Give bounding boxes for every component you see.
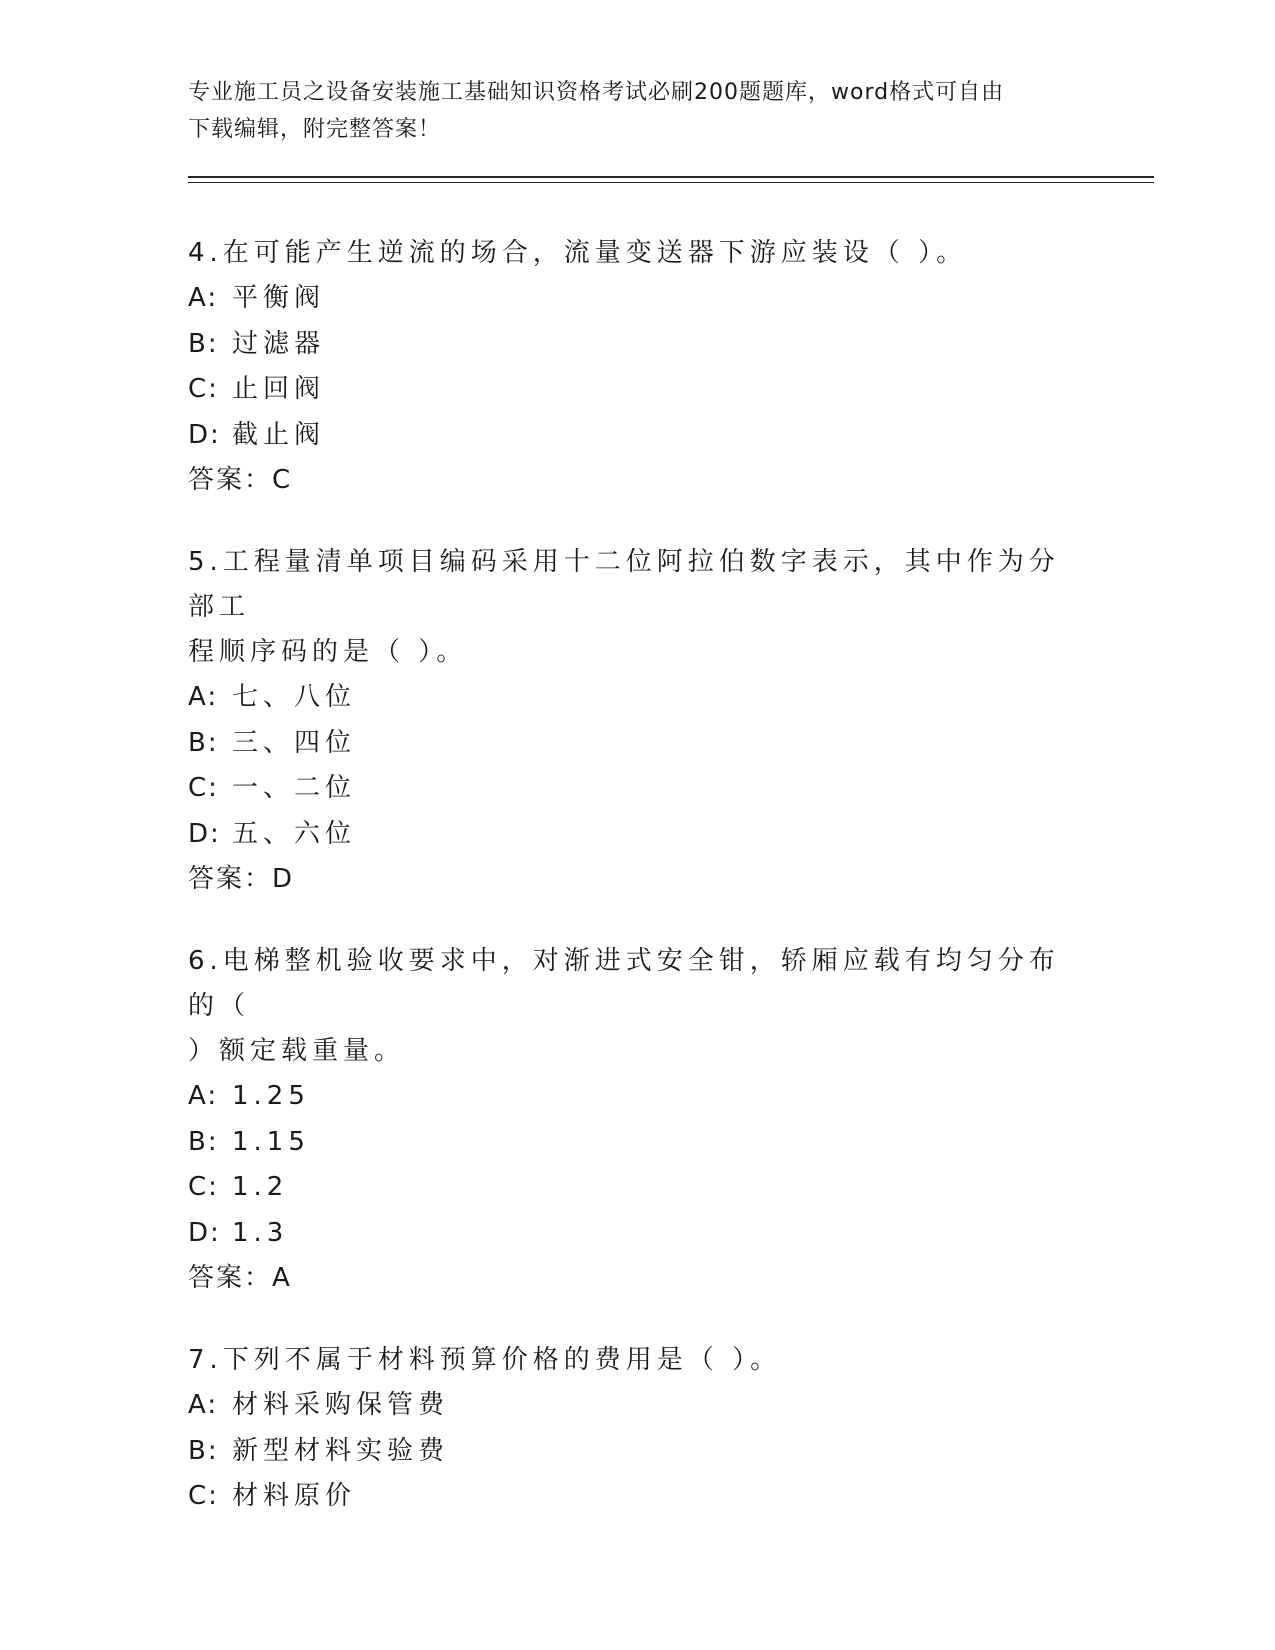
- option-letter: B:: [188, 1435, 219, 1466]
- question-stem-line: 程顺序码的是（ ）。: [188, 637, 468, 667]
- option-letter: D:: [188, 419, 221, 450]
- header-line-1: 专业施工员之设备安装施工基础知识资格考试必刷200题题库，word格式可自由: [188, 80, 1005, 105]
- option-letter: C:: [188, 1172, 219, 1202]
- question-stem-line: 7.下列不属于材料预算价格的费用是（ ）。: [188, 1345, 782, 1375]
- option-text: 七、八位: [232, 682, 357, 712]
- option-letter: D:: [188, 1217, 221, 1248]
- option-text: 过滤器: [232, 328, 326, 359]
- question-stem: [188, 540, 1068, 675]
- question-stem-line: ）额定载重量。: [188, 1036, 406, 1066]
- document-header: [188, 74, 1088, 148]
- header-divider-thin: [188, 182, 1154, 183]
- option-a: [188, 276, 1068, 322]
- option-d: [188, 413, 1068, 459]
- question-stem-line: 5.工程量清单项目编码采用十二位阿拉伯数字表示，其中作为分部工: [188, 547, 1060, 622]
- question-item: [188, 540, 1068, 902]
- option-text: 材料原价: [232, 1481, 357, 1511]
- option-text: 三、四位: [232, 727, 357, 758]
- option-text: 五、六位: [232, 818, 357, 849]
- option-b: [188, 1429, 1068, 1475]
- option-letter: C:: [188, 1481, 219, 1511]
- option-text: 一、二位: [232, 773, 357, 803]
- option-text: 1.15: [232, 1126, 310, 1157]
- option-text: 新型材料实验费: [232, 1435, 450, 1466]
- question-stem-line: 4.在可能产生逆流的场合，流量变送器下游应装设（ ）。: [188, 238, 968, 268]
- option-text: 截止阀: [232, 419, 326, 450]
- option-text: 材料采购保管费: [232, 1390, 450, 1420]
- option-text: 平衡阀: [232, 283, 326, 313]
- answer-line: 答案：C: [188, 465, 293, 495]
- option-a: [188, 1074, 1068, 1120]
- question-stem: [188, 231, 1068, 276]
- option-a: [188, 675, 1068, 721]
- option-b: [188, 1120, 1068, 1166]
- option-b: [188, 322, 1068, 368]
- question-stem: [188, 939, 1068, 1074]
- option-c: [188, 367, 1068, 413]
- option-c: [188, 1474, 1068, 1520]
- option-text: 1.2: [232, 1172, 289, 1202]
- option-c: [188, 766, 1068, 812]
- answer-line: 答案：D: [188, 864, 295, 894]
- option-a: [188, 1383, 1068, 1429]
- option-d: [188, 1211, 1068, 1257]
- header-line-2: 下载编辑，附完整答案！: [188, 117, 442, 142]
- option-letter: D:: [188, 818, 221, 849]
- option-c: [188, 1165, 1068, 1211]
- question-item: [188, 939, 1068, 1301]
- option-text: 止回阀: [232, 374, 326, 404]
- option-letter: C:: [188, 773, 219, 803]
- header-divider-thick: [188, 176, 1154, 178]
- option-letter: A:: [188, 1081, 219, 1111]
- option-letter: B:: [188, 1126, 219, 1157]
- option-d: [188, 812, 1068, 858]
- option-letter: A:: [188, 1390, 219, 1420]
- question-stem-line: 6.电梯整机验收要求中，对渐进式安全钳，轿厢应载有均匀分布的（: [188, 946, 1060, 1021]
- question-item: [188, 231, 1068, 503]
- option-text: 1.25: [232, 1081, 310, 1111]
- option-b: [188, 721, 1068, 767]
- option-letter: A:: [188, 682, 219, 712]
- option-letter: B:: [188, 328, 219, 359]
- option-text: 1.3: [232, 1217, 289, 1248]
- question-list: [188, 231, 1068, 1557]
- option-letter: A:: [188, 283, 219, 313]
- question-stem: [188, 1338, 1068, 1383]
- question-item: [188, 1338, 1068, 1520]
- answer-line: 答案：A: [188, 1263, 292, 1293]
- option-letter: B:: [188, 727, 219, 758]
- option-letter: C:: [188, 374, 219, 404]
